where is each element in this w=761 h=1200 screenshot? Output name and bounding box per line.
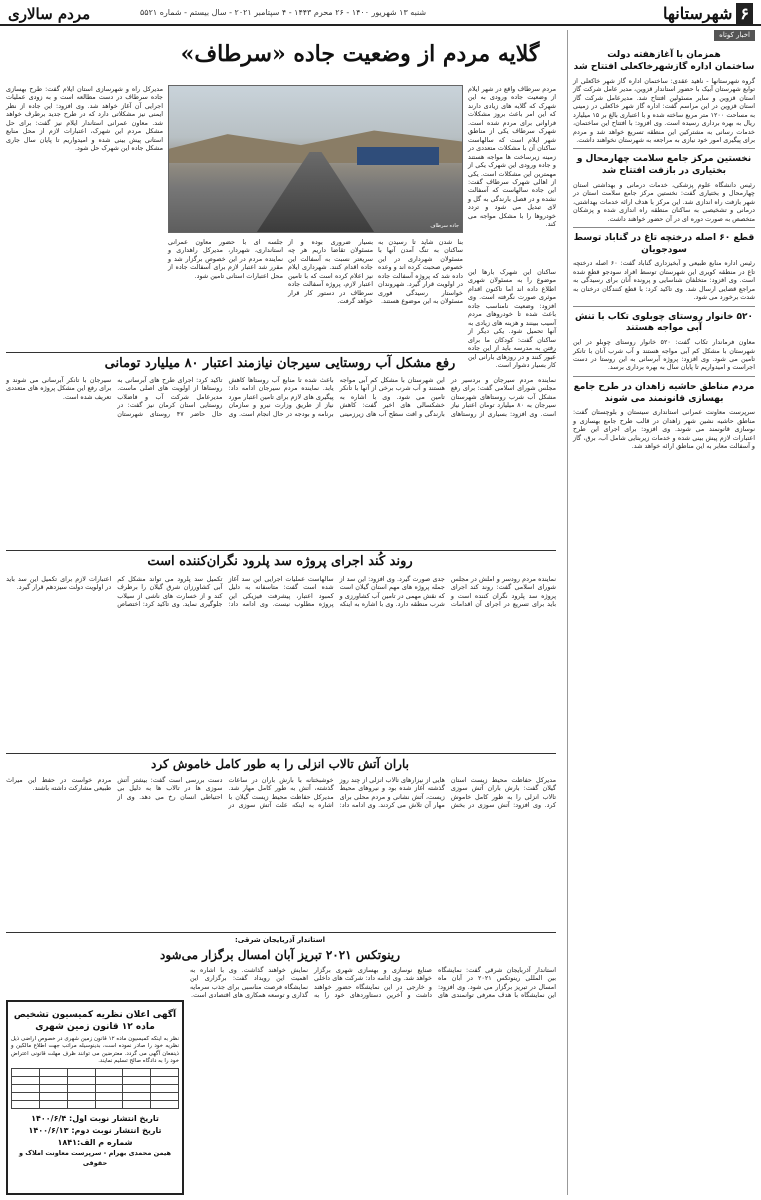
article4-body: مدیرکل حفاظت محیط زیست استان گیلان گفت: بارش باران آتش سوزی تالاب انزلی را به طور کامل خاموش کرد. وی افزود: آتش سوزی در بخش هایی از نیزارهای تالاب انزلی از چند روز گذشته آغاز شده بود و نیروهای محیط زیست، آتش نشانی و مردم محلی برای مهار آن تلاش می کردند. وی ادامه داد: خوشبختانه با بارش باران در ساعات گذشته، آتش به طور کامل مهار شد. مدیرکل حفاظت محیط زیست گیلان با اشاره به اینکه علت آتش سوزی در دست بررسی است گفت: بیشتر آتش سوزی ها در تالاب ها به دلیل بی احتیاطی انسان رخ می دهد. وی از مردم خواست در حفظ این میراث طبیعی مشارکت داشته باشند. (6, 776, 556, 810)
article1-col5: جلسه ای با حضور معاون عمرانی استانداری، شهردار، مدیرکل راهداری و نماینده مردم در این خصوص برگزار شد و مقرر شد اعتبار لازم برای آسفالت جاده از محل اعتبارات استانی تامین شود. (168, 238, 283, 280)
divider (573, 306, 755, 307)
sidebar-item (573, 312, 755, 372)
article1-col3: بنا شدن شاید تا رسیدن به ساکنان به تنگ آمدن آنها با مسئولان شهرداری در این خصوص صحبت کرده اند و وعده داده شد که پروژه آسفالت جاده در اولویت قرار گیرد. شهروندان خواستار رسیدگی فوری مسئولان به این موضوع هستند. (378, 238, 463, 306)
divider (573, 227, 755, 228)
photo-building (357, 147, 439, 165)
sidebar-body: سرپرست معاونت عمرانی استانداری سیستان و بلوچستان گفت: مناطق حاشیه نشین شهر زاهدان در قالب طرح جامع بهسازی و نوسازی قانونمند می شوند. وی افزود: برای اجرای این طرح اعتبارات لازم پیش بینی شده و خدمات زیربنایی شامل آب، برق، گاز و آسفالت معابر به این مناطق ارائه خواهد شد. (573, 408, 755, 451)
article1-col4: بسیار ضروری بوده و از مسئولان تقاضا داریم هر چه سریعتر نسبت به آسفالت این جاده اقدام کنند. شهرداری ایلام نیز اعلام کرده است که با تامین اعتبار لازم، پروژه آسفالت جاده سرطاف در دستور کار قرار خواهد گرفت. (288, 238, 373, 306)
article5-headline: رینوتکس ۲۰۲۱ تبریز آبان امسال برگزار می‌شود (159, 948, 401, 962)
ad-table (11, 1068, 179, 1109)
article1-col2: ساکنان این شهرک بارها این موضوع را به مسئولان شهری اطلاع داده اند اما تاکنون اقدام موثری صورت نگرفته است. وی افزود: وضعیت نامناسب جاده باعث شده تا خودروهای مردم آسیب ببینند و هزینه های زیادی به آنها تحمیل شود. یکی دیگر از ساکنان گفت: کودکان ما برای رفتن به مدرسه باید از این جاده عبور کنند و در روزهای بارانی این کار بسیار دشوار است. (468, 268, 556, 369)
sidebar-body: رئیس اداره منابع طبیعی و آبخیزداری گناباد گفت: ۶۰ اصله درختچه تاغ در منطقه کویری این شهرستان توسط افراد سودجو قطع شده است. وی افزود: متخلفان شناسایی و پرونده آنان برای رسیدگی به مراجع قضایی ارسال شد. وی تاکید کرد: با قطع کنندگان درختان به شدت برخورد می شود. (573, 259, 755, 302)
sidebar-headline: نخستین مرکز جامع سلامت چهارمحال و بختیاری در بازفت افتتاح شد (576, 154, 752, 177)
ad-signer: هیمن محمدی بهرام - سرپرست معاونت املاک و حقوقی (18, 1148, 172, 1167)
section-title (663, 3, 753, 25)
divider (573, 148, 755, 149)
photo-caption: جاده سرطاف (430, 223, 459, 230)
sidebar-item (573, 50, 755, 144)
sidebar-headline: قطع ۶۰ اصله درختچه تاغ در گناباد توسط سودجویان (573, 233, 755, 255)
article4-headline: باران آتش تالاب انزلی را به طور کامل خاموش کرد (151, 757, 409, 771)
divider (6, 352, 556, 353)
sidebar-headline: ۵۲۰ خانوار روستای چوبلوی تکاب با تنش آبی مواجه هستند (574, 311, 753, 334)
article2-headline: رفع مشکل آب روستایی سیرجان نیازمند اعتبار ۸۰ میلیارد تومانی (104, 356, 456, 371)
ad-date-first: تاریخ انتشار نوبت اول: ۱۴۰۰/۶/۴ (31, 1113, 159, 1123)
sidebar-headline: همزمان با آغازهفته دولت ساختمان اداره گازشهرخاکعلی افتتاح شد (573, 50, 755, 73)
section-label: شهرستانها (662, 4, 733, 23)
article5-body: استاندار آذربایجان شرقی گفت: نمایشگاه بین المللی رینوتکس ۲۰۲۱ در آبان ماه امسال در تبریز برگزار می شود. وی افزود: این نمایشگاه با هدف معرفی توانمندی های صنایع نوسازی و بهسازی شهری برگزار خواهد شد. وی ادامه داد: شرکت های داخلی و خارجی در این نمایشگاه حضور خواهند داشت و آخرین دستاوردهای خود را به نمایش خواهند گذاشت. وی با اشاره به اهمیت این رویداد گفت: برگزاری این نمایشگاه فرصت مناسبی برای جذب سرمایه گذاری و توسعه همکاری های اقتصادی است. (190, 966, 556, 1000)
sidebar-news (567, 30, 755, 1195)
page-number: ۶ (736, 3, 753, 25)
sidebar-item (573, 382, 755, 451)
ad-body: نظر به اینکه کمیسیون ماده ۱۲ قانون زمین شهری در خصوص اراضی ذیل نظریه خود را صادر نموده است، بدینوسیله مراتب جهت اطلاع مالکین و ذینفعان آگهی می گردد. معترضین می توانند ظرف مهلت قانونی اعتراض خود را به دادگاه صالح تسلیم نمایند. (11, 1036, 179, 1064)
sidebar-body: معاون فرماندار تکاب گفت: ۵۲۰ خانوار روستای چوبلو در این شهرستان با مشکل کم آبی مواجه هستند و آب شرب آنان با تانکر تامین می شود. وی افزود: پروژه آبرسانی به این روستا در دست اجراست و امیدواریم تا پایان سال به بهره برداری برسد. (573, 338, 756, 372)
sidebar-body: رئیس دانشگاه علوم پزشکی، خدمات درمانی و بهداشتی استان چهارمحال و بختیاری گفت: نخستین مرکز جامع سلامت استان در شهر بازفت راه اندازی شد. این مرکز با هدف ارائه خدمات بهداشتی، درمانی و تشخیصی به ساکنان منطقه راه اندازی شده و پزشکان متخصص به صورت دوره ای در آن حضور خواهند داشت. (573, 180, 755, 223)
article2-body: نماینده مردم سیرجان و بردسیر در مجلس شورای اسلامی گفت: برای رفع مشکل آب شرب روستاهای شهرستان سیرجان به ۸۰ میلیارد تومان اعتبار نیاز است. وی افزود: بسیاری از روستاهای این شهرستان با مشکل کم آبی مواجه هستند و آب شرب برخی از آنها با تانکر تامین می شود. وی با اشاره به خشکسالی های اخیر گفت: کاهش بارندگی و افت سطح آب های زیرزمینی باعث شده تا منابع آب روستاها کاهش یابد. نماینده مردم سیرجان ادامه داد: پیگیری های لازم برای تامین اعتبار مورد نیاز از طریق وزارت نیرو و سازمان برنامه و بودجه در حال انجام است. وی تاکید کرد: اجرای طرح های آبرسانی به روستاها از اولویت های اصلی ماست. مدیرعامل شرکت آب و فاضلاب روستایی استان کرمان نیز گفت: در حال حاضر ۴۷ روستای شهرستان سیرجان با تانکر آبرسانی می شوند و برای رفع این مشکل پروژه های متعددی تعریف شده است. (6, 376, 557, 418)
sidebar-headline: مردم مناطق حاشیه زاهدان در طرح جامع بهسازی قانونمند می شوند (573, 381, 755, 404)
ad-serial: شماره م الف:۱۸۴۱ (57, 1137, 133, 1147)
legal-notice-ad (6, 1000, 184, 1195)
sidebar-item (573, 154, 755, 223)
date-line: شنبه ۱۳ شهریور ۱۴۰۰ - ۲۶ محرم ۱۴۴۳ - ۴ سپتامبر ۲۰۲۱ - سال بیستم - شماره ۵۵۲۱ (140, 8, 427, 17)
article1-photo (168, 85, 463, 233)
sidebar-label: اخبار کوتاه (714, 30, 755, 41)
article1-col6: مدیرکل راه و شهرسازی استان ایلام گفت: طرح بهسازی جاده سرطاف در دست مطالعه است و به زودی عملیات اجرایی آن آغاز خواهد شد. وی افزود: این جاده از نظر ایمنی نیز مشکلاتی دارد که در طرح جدید برطرف خواهد شد. معاون عمرانی استاندار ایلام نیز گفت: برای حل مشکل مردم این شهرک، اعتبارات لازم از محل منابع استانی پیش بینی شده و امیدواریم تا پایان سال جاری مشکل جاده این شهرک حل شود. (6, 85, 163, 153)
ad-date-second: تاریخ انتشار نوبت دوم: ۱۴۰۰/۶/۱۳ (28, 1125, 162, 1135)
divider (573, 376, 755, 377)
newspaper-logo: مردم سالاری (8, 5, 91, 23)
ad-title: آگهی اعلان نظریه کمیسیون تشخیص ماده ۱۲ قانون زمین شهری (13, 1010, 177, 1033)
article1-col1: مردم سرطاف واقع در شهر ایلام از وضعیت جاده ورودی به این شهرک که گلایه های زیادی دارند که این امر باعث بروز مشکلات فراوانی برای مردم شده است. شهرک سرطاف یکی از مناطق شهر ایلام است که سالهاست ساکنان آن با مشکلات متعددی در زمینه زیرساخت ها مواجه هستند و جاده ورودی این شهرک یکی از مهمترین این مشکلات است. یکی از اهالی شهرک سرطاف گفت: این جاده سالهاست که آسفالت نشده و در فصل بارندگی به گل و لای تبدیل می شود و تردد خودروها را با مشکل مواجه می کند. (468, 85, 556, 229)
sidebar-item (573, 233, 755, 302)
article1-headline: گلایه مردم از وضعیت جاده «سرطاف» (180, 41, 540, 67)
sidebar-body: گروه شهرستانها - ناهید عقدی: ساختمان اداره گاز شهر خاکعلی از توابع شهرستان آبیک با حضور استاندار قزوین، مدیر عامل شرکت گاز استان قزوین و سایر مسئولین افتتاح شد. مدیرعامل شرکت گاز استان قزوین در این مراسم گفت: اداره گاز شهر خاکعلی در زمینی به مساحت ۱۲۰۰ متر مربع ساخته شده و با اعتباری بالغ بر ۱۵ میلیارد ریال به بهره برداری رسیده است. وی افزود: با افتتاح این ساختمان، خدمات رسانی به مشترکین این منطقه تسریع خواهد شد و مردم برای پیگیری امور خود نیازی به مراجعه به شهرستان نخواهند داشت. (573, 76, 755, 144)
divider (6, 550, 556, 551)
article5-kicker: استاندار آذربایجان شرقی: (234, 936, 325, 944)
masthead (0, 0, 761, 26)
article3-headline: روند کُند اجرای پروژه سد پلرود نگران‌کننده است (147, 554, 413, 569)
article3-body: نماینده مردم رودسر و املش در مجلس شورای اسلامی گفت: روند کند اجرای پروژه سد پلرود نگران کننده است و باید برای تسریع در اجرای آن اقدامات جدی صورت گیرد. وی افزود: این سد از جمله پروژه های مهم استان گیلان است که نقش مهمی در تامین آب کشاورزی و شرب منطقه دارد. وی با اشاره به اینکه سالهاست عملیات اجرایی این سد آغاز شده است گفت: متاسفانه به دلیل کمبود اعتبار، پیشرفت فیزیکی این پروژه مطلوب نیست. وی ادامه داد: تکمیل سد پلرود می تواند مشکل کم آبی کشاورزان شرق گیلان را برطرف کند و از خسارت های ناشی از سیلاب جلوگیری نماید. وی تاکید کرد: اختصاص اعتبارات لازم برای تکمیل این سد باید در اولویت دولت سیزدهم قرار گیرد. (6, 575, 556, 609)
divider (6, 753, 556, 754)
divider (6, 932, 556, 933)
